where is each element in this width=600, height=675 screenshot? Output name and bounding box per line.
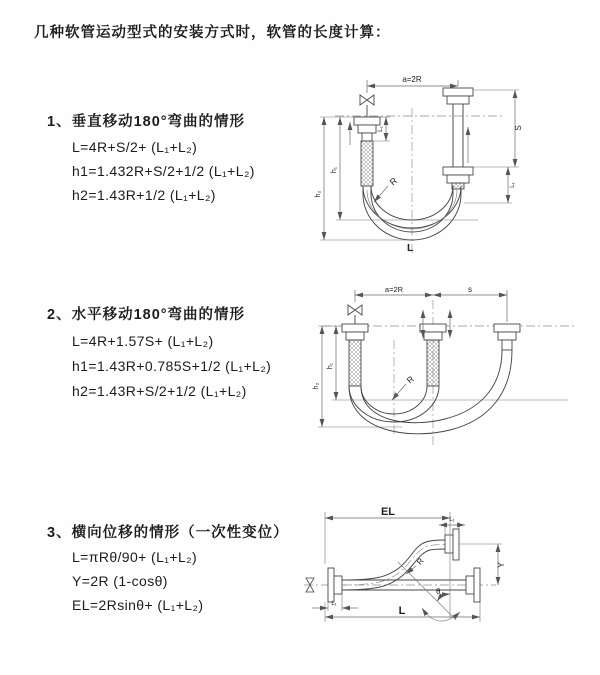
radius-callout: [374, 175, 400, 202]
fitting-left-label: L₁: [377, 126, 384, 132]
fitting-right-label: L₁: [449, 517, 455, 523]
formula-line: EL=2Rsinθ+ (L₁+L₂): [72, 597, 204, 613]
left-flange: [328, 568, 342, 602]
formula-line: L=4R+1.57S+ (L₁+L₂): [72, 333, 214, 349]
height-outer-label: h₂: [313, 382, 320, 390]
span-label: a=2R: [402, 75, 422, 84]
travel-label: S: [514, 125, 523, 131]
height-inner-label: h₁: [331, 166, 338, 174]
formula-line: L=4R+S/2+ (L₁+L₂): [72, 139, 198, 155]
left-hose-fitting: [342, 324, 368, 386]
section-3-heading: 3、横向位移的情形（一次性变位）: [47, 525, 289, 541]
page-title: 几种软管运动型式的安装方式时，软管的长度计算：: [34, 25, 391, 41]
height-outer-label: h₂: [315, 190, 322, 198]
fitting-left-label: L₁: [331, 601, 337, 607]
radius-callout: [392, 374, 416, 400]
travel-label: s: [468, 285, 472, 294]
radius-callout: [406, 556, 426, 574]
right-hose-fitting-positions: [443, 88, 473, 194]
formula-line: h1=1.432R+S/2+1/2 (L₁+L₂): [72, 163, 255, 179]
formula-line: L=πRθ/90+ (L₁+L₂): [72, 549, 198, 565]
dimension-fitting-left: [312, 594, 358, 611]
formula-line: Y=2R (1-cosθ): [72, 573, 168, 589]
radius-label: R: [387, 175, 400, 188]
valve-icon: [360, 95, 374, 117]
dimension-fitting-right: [439, 517, 465, 535]
diagram-lateral-displacement: [298, 500, 600, 660]
extended-length-label: EL: [380, 506, 396, 518]
dimension-extended-length: [325, 506, 450, 618]
height-inner-label: h₁: [327, 362, 334, 370]
right-hose-fitting: [494, 324, 520, 350]
radius-label: R: [415, 556, 426, 567]
angle-label: θ: [436, 587, 441, 596]
formula-line: h1=1.43R+0.785S+1/2 (L₁+L₂): [72, 358, 272, 374]
offset-label: Y: [496, 561, 506, 569]
valve-icon: [348, 305, 362, 324]
section-2-heading: 2、水平移动180°弯曲的情形: [47, 307, 246, 323]
dimension-span: [355, 285, 507, 322]
section-1-heading: 1、垂直移动180°弯曲的情形: [47, 114, 246, 130]
length-label: L: [407, 242, 414, 254]
fitting-right-label: L₁: [510, 182, 516, 188]
radius-label: R: [404, 373, 416, 386]
diagram-vertical-180-bend: [310, 70, 590, 268]
formula-line: h2=1.43R+S/2+1/2 (L₁+L₂): [72, 383, 247, 399]
dimension-travel: [473, 90, 523, 167]
displaced-hose: [342, 529, 459, 590]
formula-line: h2=1.43R+1/2 (L₁+L₂): [72, 187, 216, 203]
dimension-length: [325, 602, 480, 622]
diagram-horizontal-180-bend: [310, 282, 600, 462]
middle-hose-fitting: [420, 324, 446, 386]
length-label: L: [398, 605, 406, 617]
span-label: a=2R: [384, 285, 404, 294]
